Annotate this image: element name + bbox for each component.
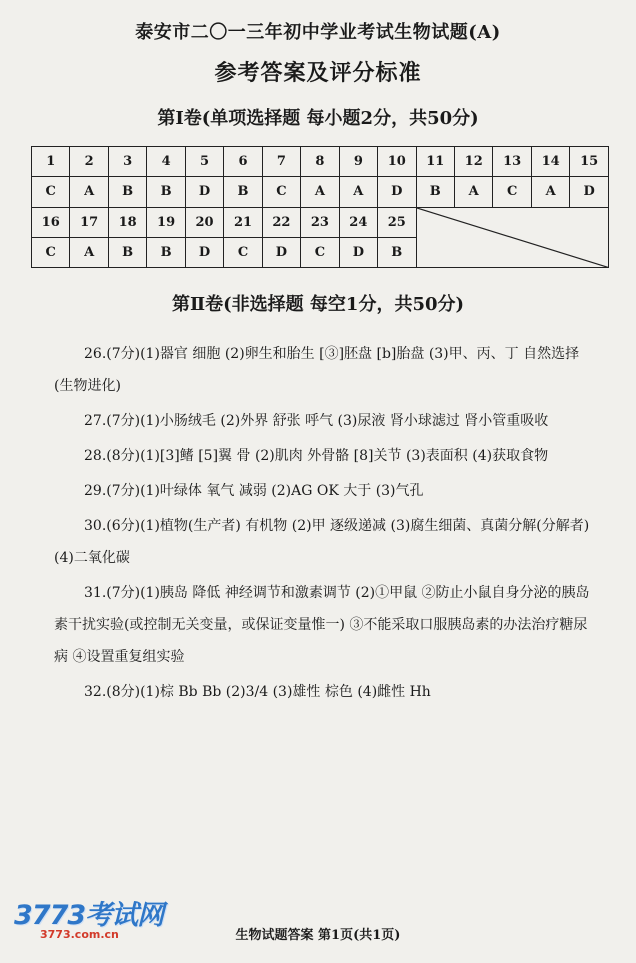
multiple-choice-answer-table [31, 146, 609, 268]
section2-heading: 第Ⅱ卷(非选择题 每空1分，共50分) [171, 294, 465, 315]
question-number: 21 [224, 207, 262, 237]
question-number: 19 [147, 207, 185, 237]
answer-paragraph-30: 30.(6分)(1)植物(生产者) 有机物 (2)甲 逐级递减 (3)腐生细菌、真菌分解(分解者) (4)二氧化碳 [54, 518, 590, 566]
page-footer: 生物试题答案 第1页(共1页) [235, 928, 401, 943]
empty-diagonal-cell [416, 207, 608, 268]
question-number: 7 [262, 147, 300, 177]
answer-letter: C [32, 177, 70, 207]
answer-letter: D [339, 237, 377, 267]
question-number: 14 [531, 147, 569, 177]
answer-letter: B [416, 177, 454, 207]
answer-key-subtitle: 参考答案及评分标准 [214, 60, 422, 86]
section1-heading: 第Ⅰ卷(单项选择题 每小题2分，共50分) [157, 108, 479, 129]
question-number-row-1 [32, 147, 609, 177]
answer-paragraph-31: 31.(7分)(1)胰岛 降低 神经调节和激素调节 (2)①甲鼠 ②防止小鼠自身分泌的胰岛素干扰实验(或控制无关变量，或保证变量惟一) ③不能采取口服胰岛素的办法治疗糖尿病 ④设置重复组实验 [54, 585, 590, 665]
answer-row-1 [32, 177, 609, 207]
question-number: 5 [185, 147, 223, 177]
logo-url: 3773.com.cn [40, 928, 119, 941]
answer-letter: D [570, 177, 609, 207]
answer-letter: A [301, 177, 339, 207]
question-number: 15 [570, 147, 609, 177]
question-number: 16 [32, 207, 70, 237]
answer-paragraph-32: 32.(8分)(1)棕 Bb Bb (2)3/4 (3)雄性 棕色 (4)雌性 Hh [84, 684, 431, 700]
question-number: 1 [32, 147, 70, 177]
answer-letter: B [147, 237, 185, 267]
answer-paragraph-29: 29.(7分)(1)叶绿体 氧气 减弱 (2)AG OK 大于 (3)气孔 [84, 483, 424, 499]
answer-letter: B [108, 177, 146, 207]
question-number: 20 [185, 207, 223, 237]
answer-letter: C [224, 237, 262, 267]
question-number: 2 [70, 147, 108, 177]
question-number: 10 [378, 147, 416, 177]
exam-title: 泰安市二〇一三年初中学业考试生物试题(A) [135, 22, 501, 43]
answer-letter: A [339, 177, 377, 207]
question-number: 6 [224, 147, 262, 177]
answer-letter: C [493, 177, 531, 207]
answer-letter: A [531, 177, 569, 207]
answer-letter: B [378, 237, 416, 267]
answer-letter: C [32, 237, 70, 267]
question-number: 22 [262, 207, 300, 237]
answer-letter: A [70, 177, 108, 207]
question-number: 12 [454, 147, 492, 177]
question-number: 4 [147, 147, 185, 177]
answer-letter: B [224, 177, 262, 207]
answer-letter: D [185, 237, 223, 267]
answer-paragraph-26: 26.(7分)(1)器官 细胞 (2)卵生和胎生 [③]胚盘 [b]胎盘 (3)甲、丙、丁 自然选择(生物进化) [54, 346, 580, 394]
site-watermark-logo [14, 893, 184, 953]
answer-letter: C [301, 237, 339, 267]
answer-letter: A [454, 177, 492, 207]
question-number: 25 [378, 207, 416, 237]
question-number-row-2 [32, 207, 609, 237]
answer-letter: C [262, 177, 300, 207]
logo-text: 3773考试网 [14, 900, 164, 931]
diagonal-line [417, 208, 608, 268]
free-response-answers [54, 338, 594, 711]
answer-letter: A [70, 237, 108, 267]
question-number: 24 [339, 207, 377, 237]
answer-letter: B [108, 237, 146, 267]
question-number: 17 [70, 207, 108, 237]
question-number: 18 [108, 207, 146, 237]
answer-letter: B [147, 177, 185, 207]
question-number: 3 [108, 147, 146, 177]
question-number: 23 [301, 207, 339, 237]
answer-letter: D [185, 177, 223, 207]
question-number: 8 [301, 147, 339, 177]
answer-paragraph-28: 28.(8分)(1)[3]鳍 [5]翼 骨 (2)肌肉 外骨骼 [8]关节 (3)表面积 (4)获取食物 [84, 448, 549, 464]
question-number: 11 [416, 147, 454, 177]
answer-letter: D [262, 237, 300, 267]
answer-letter: D [378, 177, 416, 207]
question-number: 9 [339, 147, 377, 177]
question-number: 13 [493, 147, 531, 177]
answer-paragraph-27: 27.(7分)(1)小肠绒毛 (2)外界 舒张 呼气 (3)尿液 肾小球滤过 肾小管重吸收 [84, 413, 549, 429]
